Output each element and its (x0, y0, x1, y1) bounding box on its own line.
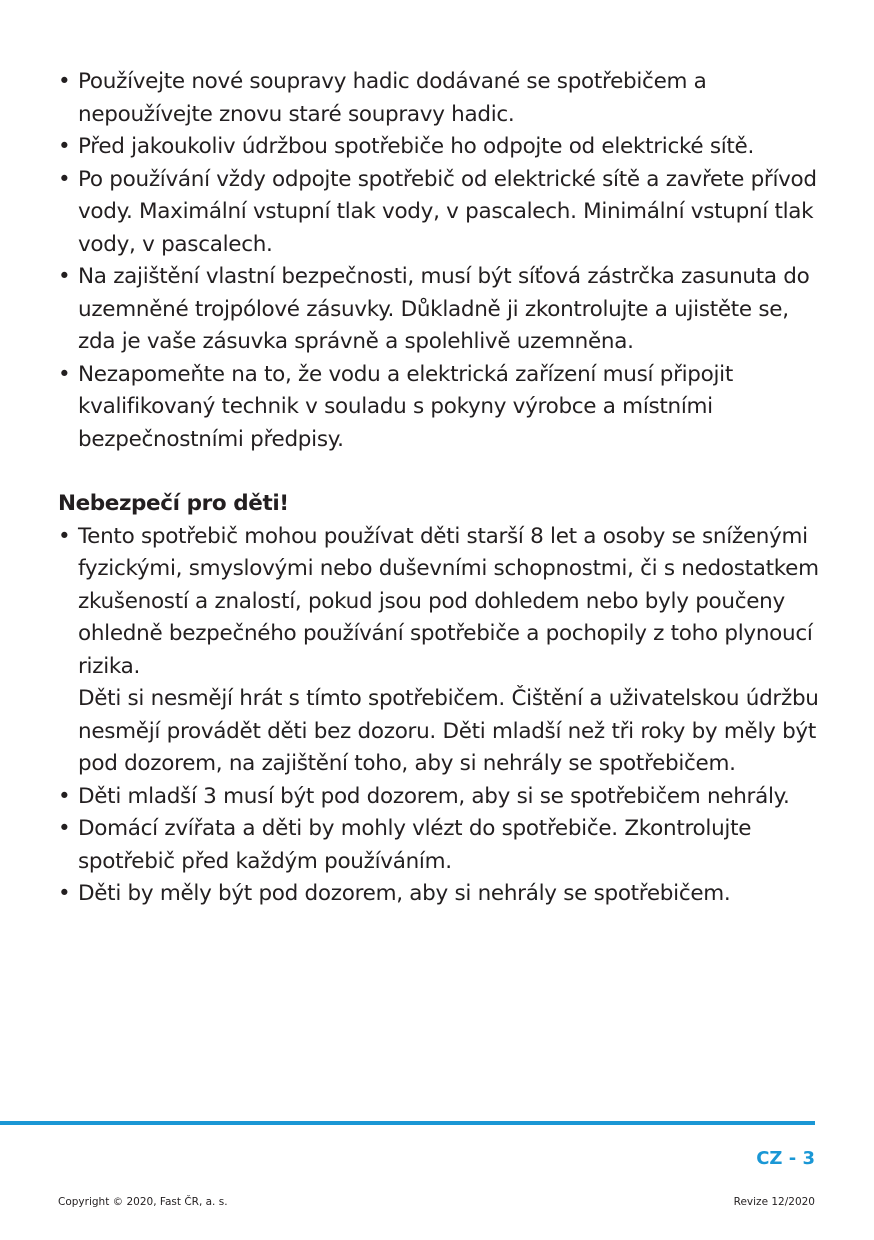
list-item-text: Domácí zvířata a děti by mohly vlézt do spotřebiče. Zkontrolujte spotřebič před každým používáním. (78, 816, 752, 874)
children-list (58, 521, 828, 911)
bullet: • (58, 881, 71, 906)
list-item-text: Po používání vždy odpojte spotřebič od elektrické sítě a zavřete přívod vody. Maximální vstupní tlak vody, v pascalech. Minimální vstupní tlak vody, v pascalech. (78, 166, 817, 257)
list-item (58, 131, 828, 164)
list-item (58, 521, 828, 781)
bullet: • (58, 361, 71, 387)
bullet: • (58, 783, 71, 809)
list-item-text: Děti by měly být pod dozorem, aby si nehrály se spotřebičem. (78, 881, 731, 906)
list-item (58, 164, 828, 262)
bullet: • (58, 264, 71, 289)
bullet: • (58, 523, 71, 549)
list-item-text: Před jakoukoliv údržbou spotřebiče ho odpojte od elektrické sítě. (78, 134, 754, 159)
list-item-text: Děti mladší 3 musí být pod dozorem, aby si se spotřebičem nehrály. (78, 783, 790, 809)
children-danger-heading: Nebezpečí pro děti! (58, 491, 289, 516)
list-item (58, 878, 828, 911)
bullet: • (58, 816, 71, 841)
safety-list (58, 66, 828, 456)
bullet: • (58, 69, 71, 94)
list-item (58, 66, 828, 131)
bullet: • (58, 134, 71, 159)
list-item-text: Používejte nové soupravy hadic dodávané se spotřebičem a nepoužívejte znovu staré soupravy hadic. (78, 69, 707, 127)
bullet: • (58, 166, 71, 192)
revision-text: Revize 12/2020 (733, 1196, 815, 1208)
list-item (58, 359, 828, 457)
list-item-text: Na zajištění vlastní bezpečnosti, musí být síťová zástrčka zasunuta do uzemněné trojpólové zásuvky. Důkladně ji zkontrolujte a ujistěte se, zda je vaše zásuvka správně a spolehlivě uzemněna. (78, 264, 810, 354)
copyright-text: Copyright © 2020, Fast ČR, a. s. (58, 1196, 228, 1208)
manual-content (58, 66, 828, 911)
footer-divider (0, 1121, 815, 1125)
list-item (58, 813, 828, 878)
page-number: CZ - 3 (756, 1148, 815, 1169)
list-item-text: Tento spotřebič mohou používat děti starší 8 let a osoby se sníženými fyzickými, smyslovými nebo duševními schopnostmi, či s nedostatkem zkušeností a znalostí, pokud jsou pod dohledem nebo byly poučeny ohledně bezpečného používání spotřebiče a pochopily z toho plynoucí rizika. (78, 523, 819, 679)
list-item-text-continued: Děti si nesmějí hrát s tímto spotřebičem. Čištění a uživatelskou údržbu nesmějí provádět děti bez dozoru. Děti mladší než tři roky by měly být pod dozorem, na zajištění toho, aby si nehrály se spotřebičem. (78, 686, 819, 776)
list-item-text: Nezapomeňte na to, že vodu a elektrická zařízení musí připojit kvalifikovaný technik v souladu s pokyny výrobce a místními bezpečnostními předpisy. (78, 361, 733, 452)
list-item (58, 261, 828, 359)
list-item (58, 781, 828, 814)
